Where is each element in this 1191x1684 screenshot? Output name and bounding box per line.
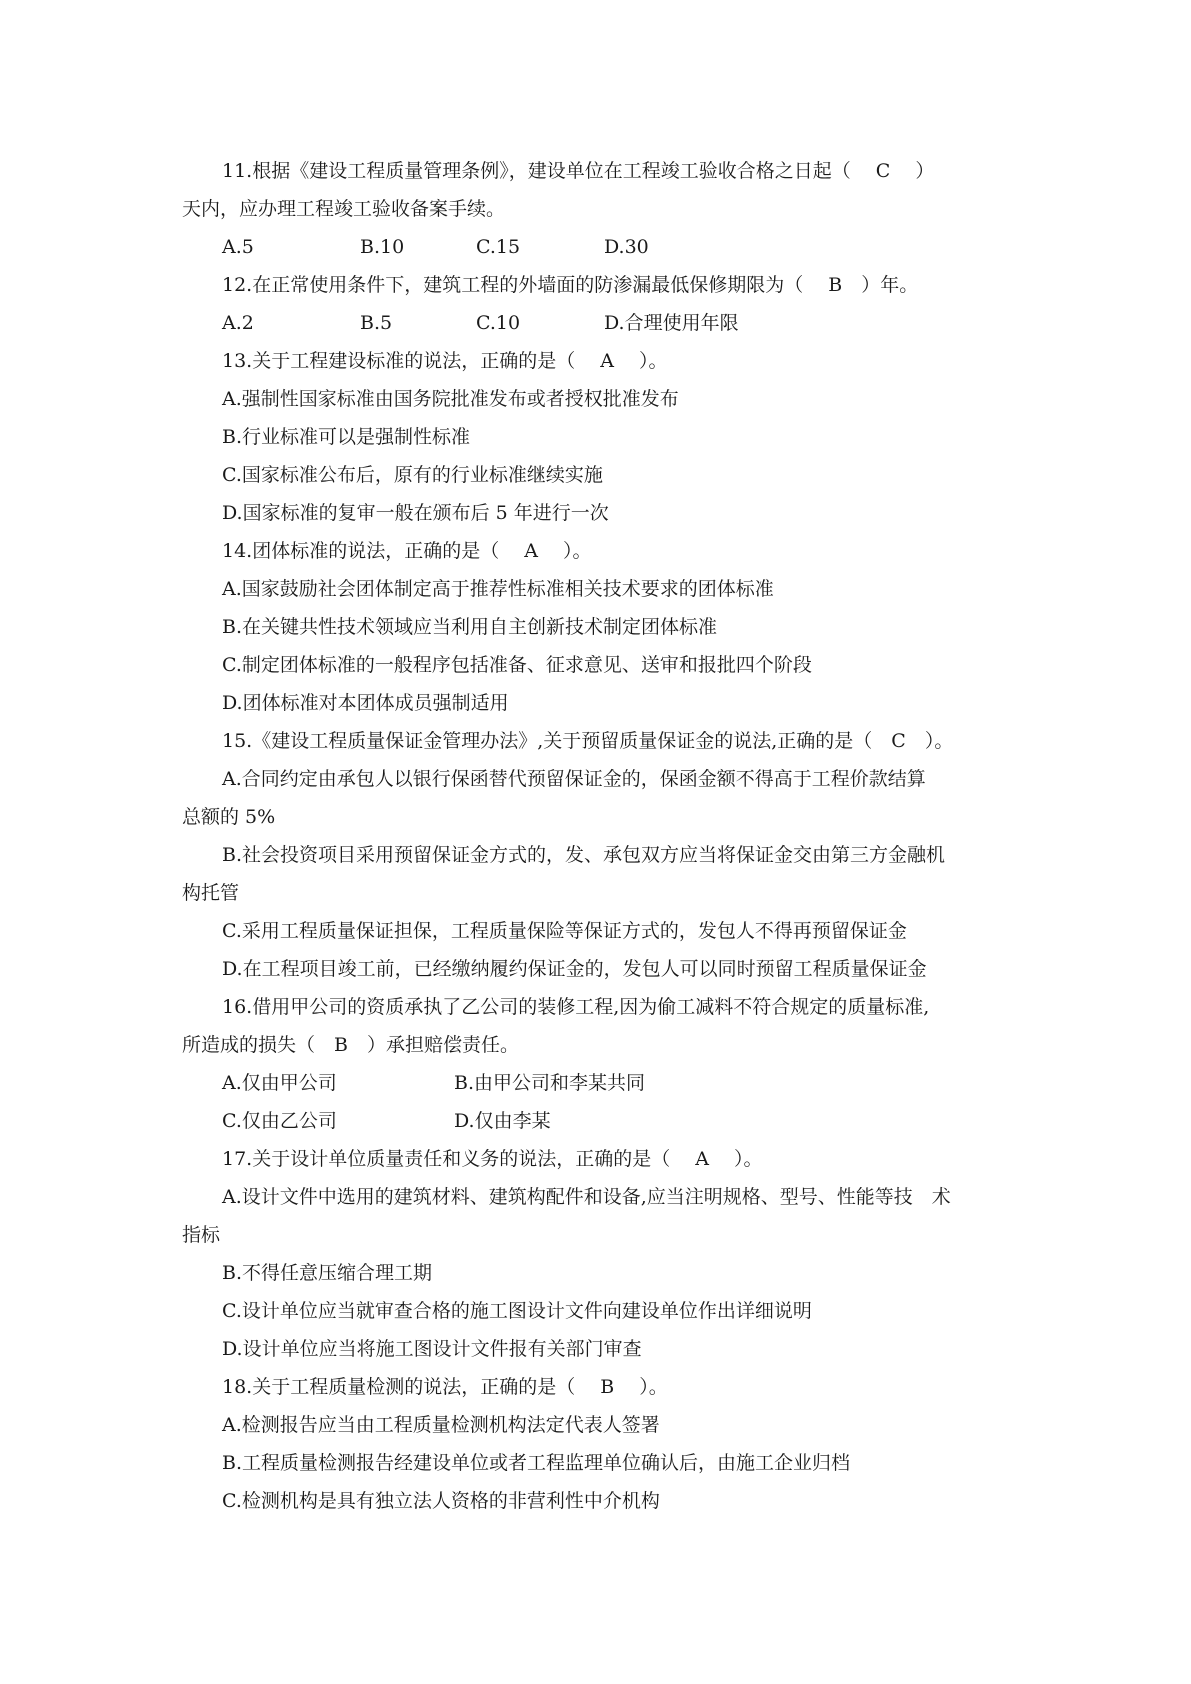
question-12-stem: 12.在正常使用条件下，建筑工程的外墙面的防渗漏最低保修期限为（ B ）年。 bbox=[222, 274, 919, 296]
option-d: D.合理使用年限 bbox=[604, 312, 739, 334]
question-list bbox=[182, 152, 1020, 1520]
option-a: A.合同约定由承包人以银行保函替代预留保证金的，保函金额不得高于工程价款结算 bbox=[222, 768, 926, 790]
question-16-stem: 16.借用甲公司的资质承执了乙公司的装修工程,因为偷工减料不符合规定的质量标准, bbox=[222, 996, 930, 1018]
question-16-options-row2 bbox=[182, 1102, 1020, 1140]
option-d: D.30 bbox=[604, 236, 649, 258]
option-a-cont: 指标 bbox=[182, 1224, 221, 1246]
question-18-stem: 18.关于工程质量检测的说法，正确的是（ B ）。 bbox=[222, 1376, 668, 1398]
question-12-options bbox=[182, 304, 1020, 342]
option-b-cont: 构托管 bbox=[182, 882, 240, 904]
option-b: B.10 bbox=[360, 236, 405, 258]
question-14-stem: 14.团体标准的说法，正确的是（ A ）。 bbox=[222, 540, 592, 562]
option-d: D.国家标准的复审一般在颁布后 5 年进行一次 bbox=[222, 502, 609, 524]
option-a: A.仅由甲公司 bbox=[222, 1072, 337, 1094]
option-a-cont: 总额的 5% bbox=[182, 806, 276, 828]
option-d: D.在工程项目竣工前，已经缴纳履约保证金的，发包人可以同时预留工程质量保证金 bbox=[222, 958, 927, 980]
question-13-stem: 13.关于工程建设标准的说法，正确的是（ A ）。 bbox=[222, 350, 668, 372]
question-11-stem: 11.根据《建设工程质量管理条例》，建设单位在工程竣工验收合格之日起（ C ） bbox=[222, 160, 935, 182]
option-c: C.15 bbox=[476, 236, 521, 258]
option-d: D.团体标准对本团体成员强制适用 bbox=[222, 692, 509, 714]
option-b: B.在关键共性技术领域应当利用自主创新技术制定团体标准 bbox=[222, 616, 718, 638]
option-a: A.国家鼓励社会团体制定高于推荐性标准相关技术要求的团体标准 bbox=[222, 578, 774, 600]
option-d: D.设计单位应当将施工图设计文件报有关部门审查 bbox=[222, 1338, 642, 1360]
option-a: A.2 bbox=[222, 312, 254, 334]
option-c: C.仅由乙公司 bbox=[222, 1110, 337, 1132]
option-b: B.由甲公司和李某共同 bbox=[454, 1072, 646, 1094]
option-a: A.5 bbox=[222, 236, 254, 258]
question-17-stem: 17.关于设计单位质量责任和义务的说法，正确的是（ A ）。 bbox=[222, 1148, 763, 1170]
question-11-stem-cont: 天内，应办理工程竣工验收备案手续。 bbox=[182, 198, 506, 220]
option-c: C.国家标准公布后，原有的行业标准继续实施 bbox=[222, 464, 603, 486]
option-b: B.工程质量检测报告经建设单位或者工程监理单位确认后，由施工企业归档 bbox=[222, 1452, 851, 1474]
option-b: B.行业标准可以是强制性标准 bbox=[222, 426, 471, 448]
option-b: B.5 bbox=[360, 312, 393, 334]
option-b: B.社会投资项目采用预留保证金方式的，发、承包双方应当将保证金交由第三方金融机 bbox=[222, 844, 946, 866]
option-a: A.检测报告应当由工程质量检测机构法定代表人签署 bbox=[222, 1414, 660, 1436]
option-c: C.采用工程质量保证担保，工程质量保险等保证方式的，发包人不得再预留保证金 bbox=[222, 920, 907, 942]
option-b: B.不得任意压缩合理工期 bbox=[222, 1262, 433, 1284]
option-c: C.制定团体标准的一般程序包括准备、征求意见、送审和报批四个阶段 bbox=[222, 654, 812, 676]
question-11-options bbox=[182, 228, 1020, 266]
question-16-stem-cont: 所造成的损失（ B ）承担赔偿责任。 bbox=[182, 1034, 519, 1056]
option-c: C.设计单位应当就审查合格的施工图设计文件向建设单位作出详细说明 bbox=[222, 1300, 812, 1322]
option-c: C.10 bbox=[476, 312, 521, 334]
question-16-options-row1 bbox=[182, 1064, 1020, 1102]
option-d: D.仅由李某 bbox=[454, 1110, 551, 1132]
option-a: A.设计文件中选用的建筑材料、建筑构配件和设备,应当注明规格、型号、性能等技 术 bbox=[222, 1186, 951, 1208]
option-a: A.强制性国家标准由国务院批准发布或者授权批准发布 bbox=[222, 388, 679, 410]
option-c: C.检测机构是具有独立法人资格的非营利性中介机构 bbox=[222, 1490, 660, 1512]
question-15-stem: 15.《建设工程质量保证金管理办法》,关于预留质量保证金的说法,正确的是（ C ）。 bbox=[222, 730, 954, 752]
